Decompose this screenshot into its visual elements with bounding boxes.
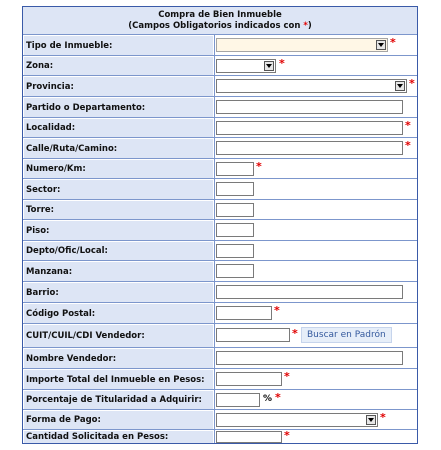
label-piso: Piso: — [24, 221, 213, 240]
provincia-select[interactable] — [216, 79, 407, 93]
label-importe-total: Importe Total del Inmueble en Pesos: — [24, 370, 213, 389]
chevron-down-icon[interactable] — [376, 40, 386, 50]
required-asterisk: * — [292, 327, 298, 340]
depto-input[interactable] — [216, 244, 254, 258]
form-subtitle: (Campos Obligatorios indicados con *) — [128, 21, 312, 31]
chevron-down-icon[interactable] — [264, 61, 274, 71]
required-asterisk: * — [275, 391, 281, 404]
required-asterisk: * — [405, 119, 411, 132]
label-barrio: Barrio: — [24, 283, 213, 302]
row-calle — [23, 138, 417, 159]
cantidad-solicitada-input[interactable] — [216, 431, 282, 443]
label-numero: Numero/Km: — [24, 160, 213, 178]
row-localidad — [23, 118, 417, 138]
required-asterisk: * — [380, 411, 386, 424]
row-importe-total — [23, 369, 417, 390]
torre-input[interactable] — [216, 203, 254, 217]
row-forma-pago — [23, 410, 417, 430]
required-asterisk: * — [284, 429, 290, 442]
row-provincia — [23, 76, 417, 97]
row-partido — [23, 97, 417, 118]
row-piso — [23, 220, 417, 241]
piso-input[interactable] — [216, 223, 254, 237]
required-asterisk: * — [279, 57, 285, 70]
row-numero — [23, 159, 417, 179]
label-manzana: Manzana: — [24, 262, 213, 281]
porcentaje-input[interactable] — [216, 393, 260, 407]
sector-input[interactable] — [216, 182, 254, 196]
partido-input[interactable] — [216, 100, 403, 114]
required-asterisk: * — [409, 77, 415, 90]
manzana-input[interactable] — [216, 264, 254, 278]
zona-select[interactable] — [216, 59, 276, 73]
row-barrio — [23, 282, 417, 303]
label-cantidad-solicitada: Cantidad Solicitada en Pesos: — [24, 431, 213, 443]
localidad-input[interactable] — [216, 121, 403, 135]
buscar-padron-button[interactable]: Buscar en Padrón — [301, 327, 392, 343]
tipo-inmueble-select[interactable] — [216, 38, 388, 52]
row-tipo-inmueble — [23, 35, 417, 56]
label-codigo-postal: Código Postal: — [24, 304, 213, 323]
chevron-down-icon[interactable] — [366, 415, 376, 425]
label-depto: Depto/Ofic/Local: — [24, 242, 213, 260]
codigo-postal-input[interactable] — [216, 306, 272, 320]
form-title: Compra de Bien Inmueble — [158, 10, 282, 20]
row-codigo-postal — [23, 303, 417, 324]
required-asterisk: * — [274, 304, 280, 317]
label-porcentaje: Porcentaje de Titularidad a Adquirir: — [24, 391, 213, 409]
label-forma-pago: Forma de Pago: — [24, 411, 213, 429]
row-sector — [23, 179, 417, 200]
row-porcentaje — [23, 390, 417, 410]
label-torre: Torre: — [24, 201, 213, 219]
label-tipo-inmueble: Tipo de Inmueble: — [24, 36, 213, 55]
nombre-vendedor-input[interactable] — [216, 351, 403, 365]
importe-total-input[interactable] — [216, 372, 282, 386]
required-asterisk: * — [303, 21, 308, 31]
row-cantidad-solicitada — [23, 430, 417, 443]
required-asterisk: * — [390, 36, 396, 49]
label-localidad: Localidad: — [24, 119, 213, 137]
label-nombre-vendedor: Nombre Vendedor: — [24, 349, 213, 368]
calle-input[interactable] — [216, 141, 403, 155]
label-zona: Zona: — [24, 57, 213, 75]
row-torre — [23, 200, 417, 220]
label-sector: Sector: — [24, 180, 213, 199]
cuit-input[interactable] — [216, 328, 290, 342]
required-asterisk: * — [405, 139, 411, 152]
label-calle: Calle/Ruta/Camino: — [24, 139, 213, 158]
label-partido: Partido o Departamento: — [24, 98, 213, 117]
required-asterisk: * — [256, 160, 262, 173]
numero-input[interactable] — [216, 162, 254, 176]
row-depto — [23, 241, 417, 261]
chevron-down-icon[interactable] — [395, 81, 405, 91]
row-manzana — [23, 261, 417, 282]
form-header — [23, 7, 417, 35]
purchase-form — [22, 6, 418, 444]
row-nombre-vendedor — [23, 348, 417, 369]
barrio-input[interactable] — [216, 285, 403, 299]
label-provincia: Provincia: — [24, 77, 213, 96]
percent-sign: % — [263, 394, 273, 404]
forma-pago-select[interactable] — [216, 413, 378, 427]
row-cuit — [23, 324, 417, 348]
label-cuit: CUIT/CUIL/CDI Vendedor: — [24, 325, 213, 347]
row-zona — [23, 56, 417, 76]
required-asterisk: * — [284, 370, 290, 383]
